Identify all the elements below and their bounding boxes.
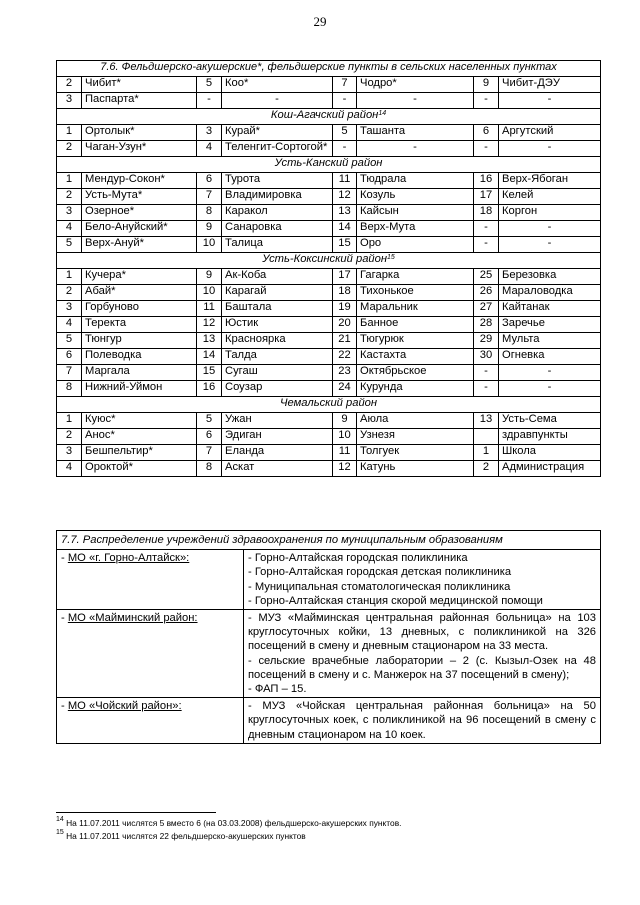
table-row — [57, 317, 601, 333]
row-number: - — [474, 93, 499, 109]
row-number: 13 — [197, 333, 222, 349]
table-row — [57, 189, 601, 205]
table-row — [57, 221, 601, 237]
table-row — [57, 429, 601, 445]
table-title — [57, 61, 601, 77]
institutions-cell — [244, 698, 601, 744]
municipality-row — [57, 698, 601, 744]
settlement-name: Катунь — [357, 461, 474, 477]
institution-entry: - сельские врачебные лаборатории – 2 (с. Кызыл-Озек на 48 посещений в смену и с. Манжерок на 37 посещений в смену); — [248, 654, 597, 681]
settlement-name: Каракол — [222, 205, 333, 221]
settlement-name: Бешпельтир* — [82, 445, 197, 461]
table-7-7-health-institutions — [56, 530, 601, 744]
row-number: 6 — [474, 125, 499, 141]
settlement-name: Аскат — [222, 461, 333, 477]
settlement-name: Узнезя — [357, 429, 474, 445]
municipality-row — [57, 550, 601, 610]
row-number: 8 — [57, 381, 82, 397]
row-number: 19 — [333, 301, 357, 317]
district-heading — [57, 157, 601, 173]
footnote-mark: 14 — [56, 816, 64, 823]
row-number: 5 — [333, 125, 357, 141]
row-number: 1 — [474, 445, 499, 461]
table-row — [57, 141, 601, 157]
row-number: 30 — [474, 349, 499, 365]
row-number: 6 — [197, 429, 222, 445]
dash: - — [61, 700, 68, 713]
row-number: 9 — [197, 269, 222, 285]
row-number: 4 — [57, 461, 82, 477]
district-heading-cell — [57, 109, 601, 125]
district-heading-cell — [57, 397, 601, 413]
row-number: 5 — [57, 237, 82, 253]
settlement-name: - — [499, 365, 601, 381]
settlement-name: Владимировка — [222, 189, 333, 205]
row-number: 5 — [197, 413, 222, 429]
settlement-name: Келей — [499, 189, 601, 205]
settlement-name: Бело-Ануйский* — [82, 221, 197, 237]
settlement-name: - — [499, 237, 601, 253]
municipality-cell — [57, 550, 244, 610]
table-row — [57, 333, 601, 349]
district-heading-label: Усть-Канский район — [274, 157, 383, 169]
settlement-name: Верх-Мута — [357, 221, 474, 237]
table-row — [57, 173, 601, 189]
settlement-name: Тюдрала — [357, 173, 474, 189]
district-heading — [57, 253, 601, 269]
table-title-cell — [57, 61, 601, 77]
settlement-name: Горбуново — [82, 301, 197, 317]
table-row — [57, 413, 601, 429]
table-row — [57, 205, 601, 221]
row-number: 10 — [333, 429, 357, 445]
table-row — [57, 301, 601, 317]
table-row — [57, 461, 601, 477]
settlement-name: Юстик — [222, 317, 333, 333]
settlement-name: Полеводка — [82, 349, 197, 365]
settlement-name: Красноярка — [222, 333, 333, 349]
table-title-label: 7.6. Фельдшерско-акушерские*, фельдшерские пункты в сельских населенных пунктах — [100, 61, 557, 73]
row-number: 1 — [57, 413, 82, 429]
row-number: 26 — [474, 285, 499, 301]
settlement-name: Баштала — [222, 301, 333, 317]
row-number: 18 — [333, 285, 357, 301]
settlement-name: Карагай — [222, 285, 333, 301]
municipality-cell — [57, 610, 244, 698]
row-number: 6 — [197, 173, 222, 189]
row-number: 17 — [474, 189, 499, 205]
settlement-name: Тюнгур — [82, 333, 197, 349]
row-number: 10 — [197, 285, 222, 301]
district-heading-cell — [57, 253, 601, 269]
settlement-name: Козуль — [357, 189, 474, 205]
row-number: 21 — [333, 333, 357, 349]
footnote-divider — [56, 812, 216, 813]
row-number: 3 — [57, 93, 82, 109]
row-number: 14 — [333, 221, 357, 237]
settlement-name: Гагарка — [357, 269, 474, 285]
footnote — [56, 831, 306, 841]
district-heading-label: Усть-Коксинский район — [262, 253, 388, 265]
row-number: - — [474, 141, 499, 157]
row-number: 1 — [57, 269, 82, 285]
institution-entry: - Муниципальная стоматологическая поликлиника — [248, 580, 511, 593]
settlement-name: Еланда — [222, 445, 333, 461]
settlement-name: Ороктой* — [82, 461, 197, 477]
settlement-name: - — [357, 141, 474, 157]
settlement-name: Чибит-ДЭУ — [499, 77, 601, 93]
row-number: 12 — [333, 461, 357, 477]
row-number: 18 — [474, 205, 499, 221]
table-title: 7.7. Распределение учреждений здравоохранения по муниципальным образованиям — [57, 531, 601, 550]
row-number: - — [197, 93, 222, 109]
row-number: 2 — [57, 77, 82, 93]
row-number: 5 — [197, 77, 222, 93]
settlement-name: Кайсын — [357, 205, 474, 221]
settlement-name: - — [499, 221, 601, 237]
settlement-name: Маргала — [82, 365, 197, 381]
table-7-6-feldsher-points — [56, 60, 601, 477]
dash: - — [61, 612, 68, 625]
row-number: 11 — [333, 445, 357, 461]
row-number: 22 — [333, 349, 357, 365]
institution-entry: - ФАП – 15. — [248, 683, 307, 696]
settlement-name: Чаган-Узун* — [82, 141, 197, 157]
settlement-name: Куюс* — [82, 413, 197, 429]
settlement-name: Верх-Ябоган — [499, 173, 601, 189]
footnote-text: На 11.07.2011 числятся 5 вместо 6 (на 03.03.2008) фельдшерско-акушерских пунктов. — [63, 818, 402, 828]
row-number: 6 — [57, 349, 82, 365]
row-number: 3 — [57, 301, 82, 317]
row-number: 1 — [57, 173, 82, 189]
row-number: 2 — [57, 429, 82, 445]
settlement-name: Оро — [357, 237, 474, 253]
row-number: 2 — [57, 189, 82, 205]
settlement-name: - — [499, 93, 601, 109]
row-number: 3 — [57, 445, 82, 461]
row-number: 12 — [197, 317, 222, 333]
settlement-name: Кастахта — [357, 349, 474, 365]
settlement-name: Банное — [357, 317, 474, 333]
row-number — [474, 429, 499, 445]
row-number: 16 — [474, 173, 499, 189]
row-number: 16 — [197, 381, 222, 397]
settlement-name: Чодро* — [357, 77, 474, 93]
settlement-name: Соузар — [222, 381, 333, 397]
row-number: 1 — [57, 125, 82, 141]
district-heading — [57, 109, 601, 125]
row-number: 4 — [197, 141, 222, 157]
institution-entry: - МУЗ «Чойская центральная районная больница» на 50 круглосуточных коек, с поликлиникой на 96 посещений в смену с дневным стационаром на 10 коек. — [248, 700, 597, 741]
settlement-name: Мульта — [499, 333, 601, 349]
row-number: 25 — [474, 269, 499, 285]
row-number: 3 — [57, 205, 82, 221]
municipality-cell — [57, 698, 244, 744]
row-number: 20 — [333, 317, 357, 333]
row-number: 9 — [474, 77, 499, 93]
settlement-name: - — [499, 381, 601, 397]
settlement-name: Аргутский — [499, 125, 601, 141]
row-number: 7 — [57, 365, 82, 381]
settlement-name: Турота — [222, 173, 333, 189]
settlement-name: Аюла — [357, 413, 474, 429]
municipality-name: МО «г. Горно-Алтайск»: — [67, 552, 190, 565]
table-row — [57, 93, 601, 109]
row-number: 17 — [333, 269, 357, 285]
settlement-name: Кайтанак — [499, 301, 601, 317]
settlement-name: Мендур-Сокон* — [82, 173, 197, 189]
footnote-mark: 15 — [56, 829, 64, 836]
settlement-name: Абай* — [82, 285, 197, 301]
table-row — [57, 381, 601, 397]
row-number: 23 — [333, 365, 357, 381]
row-number: - — [474, 365, 499, 381]
row-number: 11 — [333, 173, 357, 189]
settlement-name: Заречье — [499, 317, 601, 333]
settlement-name: Нижний-Уймон — [82, 381, 197, 397]
row-number: - — [474, 221, 499, 237]
district-heading-cell — [57, 157, 601, 173]
settlement-name: Теленгит-Сортогой* — [222, 141, 333, 157]
row-number: 7 — [197, 189, 222, 205]
settlement-name: Толгуек — [357, 445, 474, 461]
row-number: 13 — [474, 413, 499, 429]
municipality-row — [57, 610, 601, 698]
settlement-name: Талда — [222, 349, 333, 365]
row-number: - — [474, 237, 499, 253]
table-row — [57, 237, 601, 253]
row-number: 28 — [474, 317, 499, 333]
footnote-text: На 11.07.2011 числятся 22 фельдшерско-акушерских пунктов — [63, 831, 306, 841]
settlement-name: Тихонькое — [357, 285, 474, 301]
row-number: 3 — [197, 125, 222, 141]
row-number: - — [474, 381, 499, 397]
institutions-cell — [244, 550, 601, 610]
footnote-ref: 15 — [387, 254, 395, 261]
row-number: 2 — [474, 461, 499, 477]
row-number: 10 — [197, 237, 222, 253]
row-number: 15 — [197, 365, 222, 381]
settlement-name: Огневка — [499, 349, 601, 365]
row-number: 4 — [57, 221, 82, 237]
institution-entry: - Горно-Алтайская городская поликлиника — [248, 552, 468, 565]
row-number: 9 — [197, 221, 222, 237]
settlement-name: Верх-Ануй* — [82, 237, 197, 253]
municipality-name: МО «Майминский район: — [67, 612, 198, 625]
settlement-name: Тюгурюк — [357, 333, 474, 349]
settlement-name: Школа — [499, 445, 601, 461]
settlement-name: Кучера* — [82, 269, 197, 285]
row-number: 7 — [333, 77, 357, 93]
settlement-name: Талица — [222, 237, 333, 253]
row-number: 29 — [474, 333, 499, 349]
settlement-name: Ак-Коба — [222, 269, 333, 285]
settlement-name: Анос* — [82, 429, 197, 445]
row-number: 8 — [197, 205, 222, 221]
settlement-name: Курунда — [357, 381, 474, 397]
row-number: 7 — [197, 445, 222, 461]
settlement-name: Паспарта* — [82, 93, 197, 109]
row-number: 14 — [197, 349, 222, 365]
dash: - — [61, 552, 68, 565]
table-row — [57, 77, 601, 93]
settlement-name: здравпункты — [499, 429, 601, 445]
institution-entry: - МУЗ «Майминская центральная районная больница» на 103 круглосуточных койки, 13 дневных, с поликлиникой на 326 посещений в смену и дневным стационаром на 33 места. — [248, 612, 597, 653]
settlement-name: Ортолык* — [82, 125, 197, 141]
settlement-name: Курай* — [222, 125, 333, 141]
row-number: 24 — [333, 381, 357, 397]
row-number: - — [333, 93, 357, 109]
settlement-name: Эдиган — [222, 429, 333, 445]
institution-entry: - Горно-Алтайская городская детская поликлиника — [248, 566, 512, 579]
table-row — [57, 285, 601, 301]
row-number: 11 — [197, 301, 222, 317]
settlement-name: Усть-Сема — [499, 413, 601, 429]
institutions-cell — [244, 610, 601, 698]
settlement-name: Озерное* — [82, 205, 197, 221]
table-row — [57, 269, 601, 285]
settlement-name: Октябрьское — [357, 365, 474, 381]
row-number: - — [333, 141, 357, 157]
row-number: 4 — [57, 317, 82, 333]
institution-entry: - Горно-Алтайская станция скорой медицинской помощи — [248, 594, 543, 607]
row-number: 8 — [197, 461, 222, 477]
settlement-name: Маральник — [357, 301, 474, 317]
settlement-name: Березовка — [499, 269, 601, 285]
settlement-name: - — [499, 141, 601, 157]
settlement-name: Ужан — [222, 413, 333, 429]
settlement-name: Коо* — [222, 77, 333, 93]
district-heading — [57, 397, 601, 413]
settlement-name: Мараловодка — [499, 285, 601, 301]
page-number: 29 — [313, 14, 327, 29]
table-row — [57, 445, 601, 461]
settlement-name: Администрация — [499, 461, 601, 477]
settlement-name: Сугаш — [222, 365, 333, 381]
settlement-name: - — [222, 93, 333, 109]
settlement-name: Теректа — [82, 317, 197, 333]
district-heading-label: Кош-Агачский район — [270, 109, 379, 121]
settlement-name: Усть-Мута* — [82, 189, 197, 205]
row-number: 2 — [57, 285, 82, 301]
row-number: 12 — [333, 189, 357, 205]
settlement-name: Санаровка — [222, 221, 333, 237]
footnote — [56, 818, 401, 828]
row-number: 5 — [57, 333, 82, 349]
municipality-name: МО «Чойский район»: — [67, 700, 182, 713]
table-title-row — [57, 531, 601, 550]
district-heading-label: Чемальский район — [279, 397, 378, 409]
settlement-name: Ташанта — [357, 125, 474, 141]
table-row — [57, 125, 601, 141]
settlement-name: Коргон — [499, 205, 601, 221]
row-number: 13 — [333, 205, 357, 221]
settlement-name: - — [357, 93, 474, 109]
row-number: 9 — [333, 413, 357, 429]
footnote-ref: 14 — [378, 110, 387, 117]
row-number: 15 — [333, 237, 357, 253]
table-row — [57, 365, 601, 381]
row-number: 2 — [57, 141, 82, 157]
settlement-name: Чибит* — [82, 77, 197, 93]
row-number: 27 — [474, 301, 499, 317]
table-row — [57, 349, 601, 365]
